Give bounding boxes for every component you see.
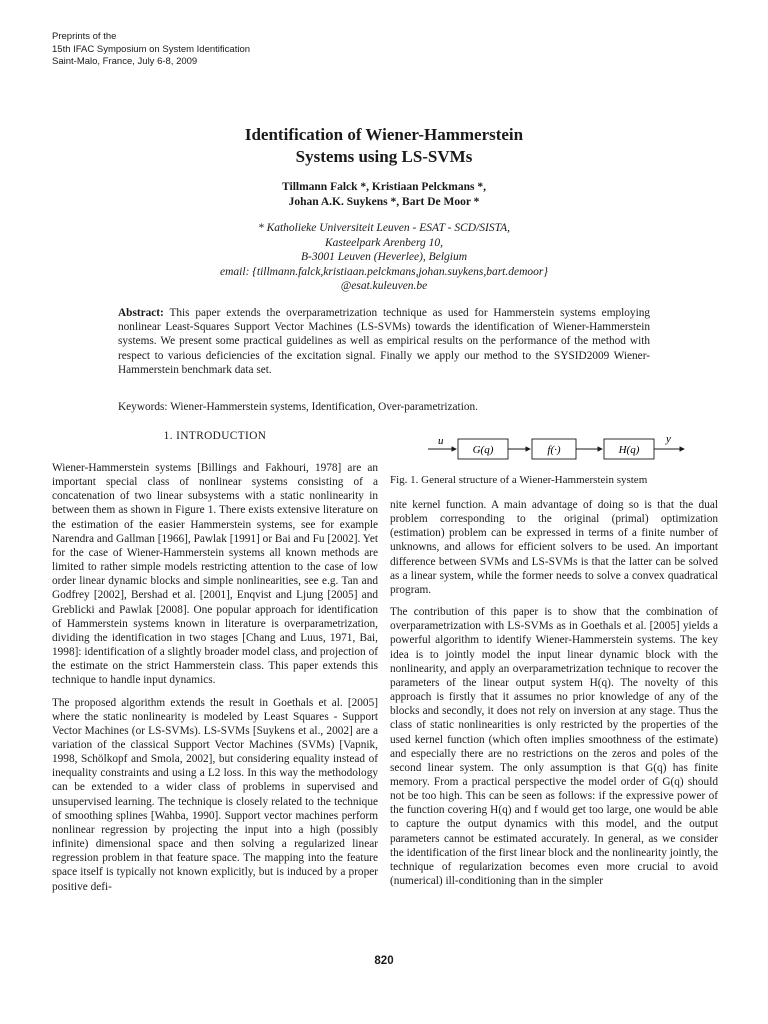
figure-caption: Fig. 1. General structure of a Wiener-Hammerstein system: [390, 474, 648, 486]
intro-paragraph-2: The proposed algorithm extends the result in Goethals et al. [2005] where the static nonlinearity is modeled by Least Squares - Support Vector Machines (or LS-SVMs). LS-SVMs [Suykens et al., 2002] are a variation of the classical Support Vector Machines (SVMs) [Vapnik, 1998, Schölkopf and Smola, 2002], but considering equality instead of inequality constraints and using a L2 loss. In this way the methodology can be extended to a wider class of problems in supervised and unsupervised learning. The technique is closely related to the technique of smoothing splines [Wahba, 1990]. Support vector machines perform nonlinear regression by projecting the input into a high (possibly infinite) dimensional space and then solving a regularized linear regression problem in that feature space. The mapping into the feature space itself is typically not known explicitly, but is induced by a proper positive defi-: [52, 696, 378, 893]
affiliation-line-3: B-3001 Leuven (Heverlee), Belgium: [300, 251, 468, 263]
authors-line-2: Johan A.K. Suykens *, Bart De Moor *: [288, 196, 480, 208]
block-g-label: G(q): [472, 444, 494, 456]
title-line-2: Systems using LS-SVMs: [295, 147, 473, 166]
right-paragraph-1: nite kernel function. A main advantage of doing so is that the dual problem corresponding to the original (primal) optimization (estimation) problem can be expressed in terms of a finite number of unknowns, and allows for efficient solvers to be used. An important difference between SVMs and LS-SVMs is that the latter can be solved as a linear system, while the former needs to solve a convex quadratical program.: [390, 499, 718, 596]
block-f-label: f(·): [547, 444, 561, 456]
right-paragraph-2: The contribution of this paper is to show that the combination of overparametrization with LS-SVMs as in Goethals et al. [2005] yields a powerful algorithm to identify Wiener-Hammerstein systems. The key idea is to jointly model the input linear dynamic block with the nonlinearity, and apply an overparametrization technique to recover the parameters of the linear output system H(q). The novelty of this approach is firstly that it assumes no prior knowledge of any of the blocks and secondly, it does not rely on inversion at any stage. Thus the class of static nonlinearities is only restricted by the properties of the used kernel function (which often implies smoothness of the estimate) and especially there are no restrictions on the zeros and poles of the second linear system. The only assumption is that G(q) has finite memory. From a practical perspective the model order of G(q) should not be too high. This can be seen as follows: if the expressive power of the function covering H(q) and f would get too large, one would be able to capture the output dynamics with this model, and the output parameters cannot be estimated accurately. In general, as we consider the identification of the first linear block and the nonlinearity jointly, the technique of regularization becomes even more crucial to avoid (numerical) ill-conditioning than in the simpler: [390, 606, 718, 888]
affiliation: [0, 221, 768, 294]
title-line-1: Identification of Wiener-Hammerstein: [244, 125, 524, 144]
output-label: y: [666, 433, 671, 445]
affiliation-line-1: * Katholieke Universiteit Leuven - ESAT - SCD/SISTA,: [257, 222, 511, 234]
header-line-3: Saint-Malo, France, July 6-8, 2009: [52, 56, 198, 67]
header-line-1: Preprints of the: [52, 31, 117, 42]
conference-header: [52, 31, 250, 69]
abstract-label: Abstract:: [118, 307, 164, 319]
author-list: [0, 180, 768, 210]
affiliation-line-5: @esat.kuleuven.be: [340, 280, 428, 292]
affiliation-line-4: email: {tillmann.falck,kristiaan.pelckmans,johan.suykens,bart.demoor}: [220, 265, 548, 278]
right-column: [390, 498, 718, 896]
abstract-text: This paper extends the overparametrization technique as used for Hammerstein systems employing nonlinear Least-Squares Support Vector Machines (LS-SVMs) towards the identification of Wiener-Hammerstein systems. We present some practical guidelines as well as empirical results on the performance of the method with respect to various deficiencies of the excitation signal. Finally we apply our method to the SYSID2009 Wiener-Hammerstein benchmark data set.: [118, 307, 650, 376]
paper-title: [0, 124, 768, 168]
header-line-2: 15th IFAC Symposium on System Identification: [52, 43, 251, 55]
page-number: 820: [374, 955, 394, 967]
affiliation-line-2: Kasteelpark Arenberg 10,: [324, 236, 444, 249]
left-column: [52, 461, 378, 902]
authors-line-1: Tillmann Falck *, Kristiaan Pelckmans *,: [282, 181, 486, 193]
input-label: u: [438, 435, 444, 447]
section-heading-introduction: 1. INTRODUCTION: [163, 430, 267, 442]
block-diagram: [390, 428, 718, 468]
block-h-label: H(q): [618, 444, 640, 456]
keywords: Keywords: Wiener-Hammerstein systems, Identification, Over-parametrization.: [118, 401, 478, 413]
intro-paragraph-1: Wiener-Hammerstein systems [Billings and Fakhouri, 1978] are an important special class of nonlinear systems consisting of a concatenation of two linear subsystems with a static nonlinearity in between them as shown in Figure 1. There exists extensive literature on the estimation of the easier Hammerstein systems, see for example Narendra and Gallman [1966], Pawlak [1991] or Bai and Fu [2002]. Yet for the case of Wiener-Hammerstein systems all known methods are limited to rather simple models restricting attention to the case of low order linear dynamic blocks and simple nonlinearities, see e.g. Tan and Godfrey [2002], Bershad et al. [2001], Enqvist and Ljung [2005] and Greblicki and Pawlak [2008]. One popular approach for identification of Hammerstein systems known in literature is overparametrization, dividing the identification in two stages [Chang and Luus, 1971, Bai, 1998]: identification of a slightly broader model class, and projection of the estimate on the strict Hammerstein class. This paper extends this technique to handle input dynamics.: [52, 462, 378, 687]
abstract: [118, 306, 650, 377]
